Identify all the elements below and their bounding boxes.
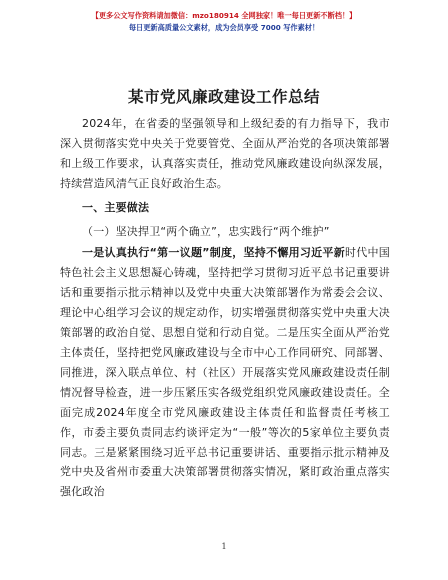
document-title: 某市党风廉政建设工作总结 — [127, 88, 320, 106]
promo-banner-line1: 【更多公文写作资料请加微信：mzo180914 全网独家！唯一每日更新不断档！】 — [91, 11, 357, 20]
subsection-heading: （一）坚决捍卫“两个确立”，忠实践行“两个维护” — [82, 224, 330, 238]
body-paragraph — [60, 243, 390, 502]
promo-banner-line2: 每日更新高质量公文素材，成为会员享受 7000 写作素材！ — [128, 23, 320, 32]
paragraph-lead: 一是认真执行“第一议题”制度，坚持不懈用习近平新 — [82, 246, 345, 260]
promo-banner — [0, 10, 448, 34]
paragraph-text: 时代中国特色社会主义思想凝心铸魂，坚持把学习贯彻习近平总书记重要讲话和重要指示批示精神以及党中央重大决策部署作为常委会会议、理论中心组学习会议的规定动作，切实增强贯彻落实党中央重大决策部署的政治自觉、思想自觉和行动自觉。二是压实全面从严治党主体责任，坚持把党风廉政建设与全市中心工作同研究、同部署、同推进，深入联点单位、村（社区）开展落实党风廉政建设责任制情况督导检查，进一步压紧压实各级党组织党风廉政建设责任。全面完成2024年度全市党风廉政建设主体责任和监督责任考核工作，市委主要负责同志约谈评定为“一般”等次的5家单位主要负责同志。三是紧紧围绕习近平总书记重要讲话、重要指示批示精神及党中央及省州市委重大决策部署贯彻落实情况，紧盯政治重点落实强化政治 — [60, 246, 390, 499]
intro-paragraph: 2024年，在省委的坚强领导和上级纪委的有力指导下，我市深入贯彻落实党中央关于党要管党、全面从严治党的各项决策部署和上级工作要求，认真落实责任，推动党风廉政建设向纵深发展，持续营造风清气正良好政治生态。 — [60, 117, 390, 190]
section-heading: 一、主要做法 — [82, 200, 150, 214]
page-number: 1 — [221, 542, 227, 551]
document-body — [60, 114, 390, 502]
